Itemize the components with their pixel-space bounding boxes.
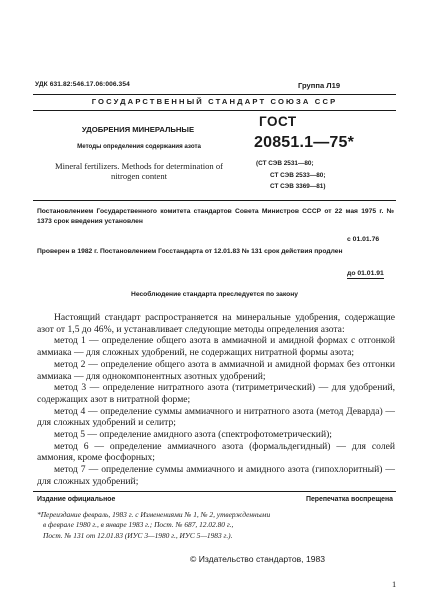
gost-number: 20851.1—75* xyxy=(254,134,355,151)
introduction-date: с 01.01.76 xyxy=(347,236,380,243)
body-text xyxy=(37,312,395,488)
method-2: метод 2 — определение общего азота в аммиачной и амидной формах без отгонки аммиака — для однокомпонентных азотных удобрений; xyxy=(37,358,395,382)
document-subtitle: Методы определения содержания азота xyxy=(77,143,201,150)
validity-date: до 01.01.91 xyxy=(347,270,384,277)
decree-text: Постановлением Государственного комитета стандартов Совета Министров СССР от 22 мая 1975 г. № 1373 срок введения установлен xyxy=(37,208,394,225)
copyright: © Издательство стандартов, 1983 xyxy=(190,554,326,564)
header-rule-top xyxy=(33,94,396,95)
st-sev-2: СТ СЭВ 2533—80; xyxy=(270,172,326,179)
method-5: метод 5 — определение амидного азота (спектрофотометрический); xyxy=(54,429,332,441)
method-6: метод 6 — определение аммиачного азота (формальдегидный) — для солей аммония, кроме фосфорных; xyxy=(37,440,395,464)
page-number: 1 xyxy=(392,580,397,589)
note-line: *Переиздание февраль, 1983 г. с Изменениями № 1, № 2, утвержденными xyxy=(37,510,271,519)
method-7: метод 7 — определение суммы аммиачного и амидного азота (гипохлоритный) — для сложных удобрений; xyxy=(37,464,395,487)
standard-line: ГОСУДАРСТВЕННЫЙ СТАНДАРТ СОЮЗА ССР xyxy=(91,97,338,106)
method-4: метод 4 — определение суммы аммиачного и нитратного азота (метод Деварда) — для сложных удобрений и селитр; xyxy=(37,405,395,429)
footer-rule xyxy=(33,491,396,492)
document-title: УДОБРЕНИЯ МИНЕРАЛЬНЫЕ xyxy=(81,125,195,134)
method-1: метод 1 — определение общего азота в аммиачной и амидной формах с отгонкой аммиака — для сложных удобрений, не содержащих нитратной формы азота; xyxy=(37,335,395,359)
checked-text: Проверен в 1982 г. Постановлением Госстандарта от 12.01.83 № 131 срок действия продлен xyxy=(37,248,343,255)
section-rule xyxy=(33,200,396,201)
header-rule-bottom xyxy=(33,110,396,111)
note-line: в феврале 1980 г., в январе 1983 г.; Пост. № 687, 12.02.80 г., xyxy=(43,520,234,530)
udk-code: УДК 631.82:546.17.06:006.354 xyxy=(35,81,130,88)
english-title: Mineral fertilizers. Methods for determination of nitrogen content xyxy=(55,161,224,181)
note-line: Пост. № 131 от 12.01.83 (ИУС 3—1980 г., ИУС 5—1983 г.). xyxy=(43,530,233,540)
law-notice: Несоблюдение стандарта преследуется по закону xyxy=(130,291,298,298)
group-code: Группа Л19 xyxy=(298,81,341,90)
st-sev-3: СТ СЭВ 3369—81) xyxy=(270,183,326,190)
body-paragraph: Настоящий стандарт распространяется на минеральные удобрения, содержащие азот от 1,5 до 46%, и устанавливает следующие методы определения азота: xyxy=(37,312,395,335)
edition-label: Издание официальное xyxy=(37,496,116,503)
method-3: метод 3 — определение нитратного азота (титриметрический) — для удобрений, содержащих азот в нитратной форме; xyxy=(37,382,395,405)
reissue-notes xyxy=(37,510,395,541)
st-sev-1: (СТ СЭВ 2531—80; xyxy=(256,160,314,167)
gost-label: ГОСТ xyxy=(259,114,297,129)
reprint-notice: Перепечатка воспрещена xyxy=(306,496,393,503)
